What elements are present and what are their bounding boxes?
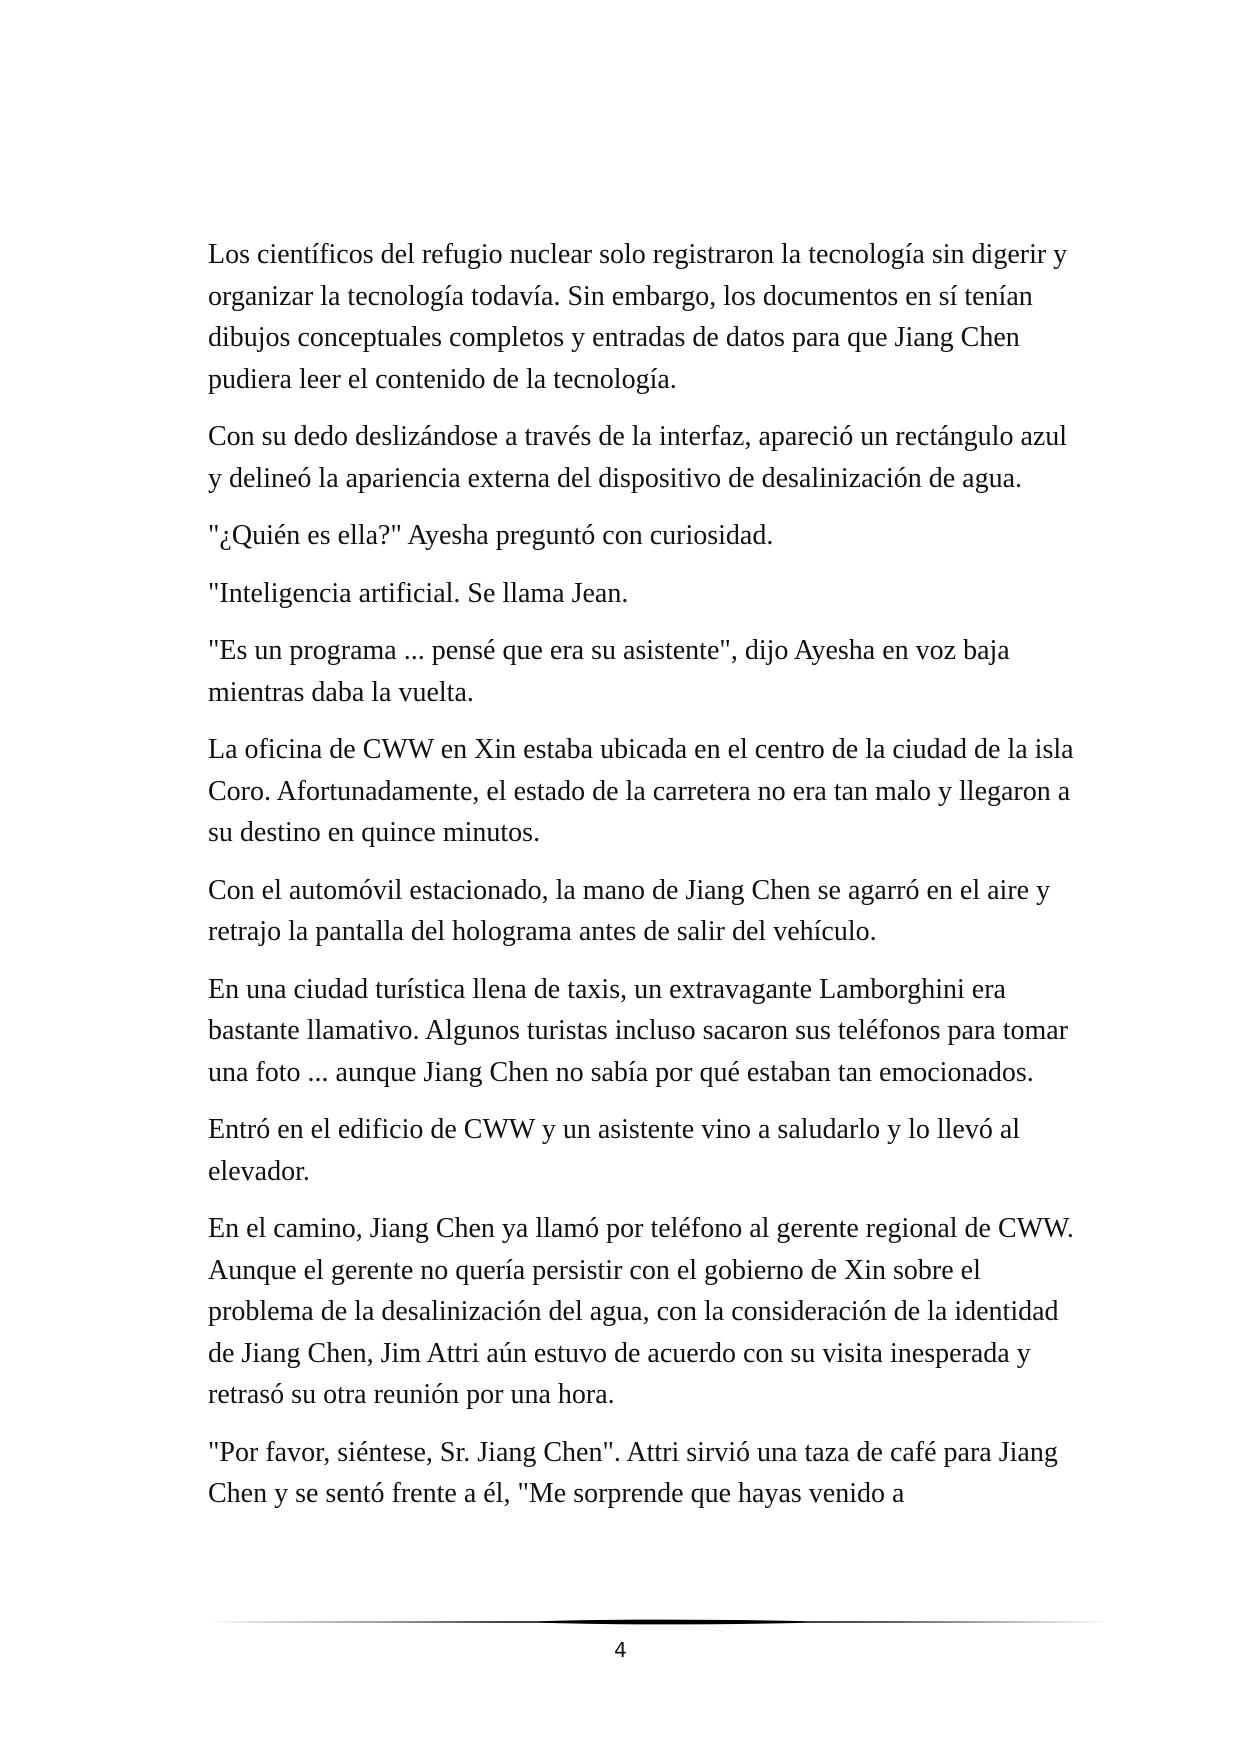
paragraph-1: Los científicos del refugio nuclear solo registraron la tecnología sin digerir y organizar la tecnología todavía. Sin embargo, los documentos en sí tenían dibujos conceptuales completos y entradas de datos para que Jiang Chen pudiera leer el contenido de la tecnología. [208, 239, 1068, 395]
paragraph-3: "¿Quién es ella?" Ayesha preguntó con curiosidad. [208, 520, 774, 551]
paragraph-6: La oficina de CWW en Xin estaba ubicada en el centro de la ciudad de la isla Coro. Afortunadamente, el estado de la carretera no era tan malo y llegaron a su destino en quince minutos. [208, 734, 1074, 848]
page-body [208, 234, 1076, 1531]
paragraph-7: Con el automóvil estacionado, la mano de Jiang Chen se agarró en el aire y retrajo la pantalla del holograma antes de salir del vehículo. [208, 874, 1051, 947]
footer-divider [208, 1615, 1110, 1629]
paragraph-9: Entró en el edificio de CWW y un asistente vino a saludarlo y lo llevó al elevador. [208, 1114, 1021, 1187]
paragraph-8: En una ciudad turística llena de taxis, un extravagante Lamborghini era bastante llamativo. Algunos turistas incluso sacaron sus teléfonos para tomar una foto ... aunque Jiang Chen no sabía por qué estaban tan emocionados. [208, 973, 1069, 1088]
paragraph-2: Con su dedo deslizándose a través de la interfaz, apareció un rectángulo azul y delineó la apariencia externa del dispositivo de desalinización de agua. [208, 421, 1068, 494]
paragraph-11: "Por favor, siéntese, Sr. Jiang Chen". Attri sirvió una taza de café para Jiang Chen y se sentó frente a él, "Me sorprende que hayas venido a [208, 1436, 1058, 1509]
paragraph-10: En el camino, Jiang Chen ya llamó por teléfono al gerente regional de CWW. Aunque el gerente no quería persistir con el gobierno de Xin sobre el problema de la desalinización del agua, con la consideración de la identidad de Jiang Chen, Jim Attri aún estuvo de acuerdo con su visita inesperada y retrasó su otra reunión por una hora. [208, 1213, 1074, 1410]
paragraph-4: "Inteligencia artificial. Se llama Jean. [208, 577, 629, 609]
page-number: 4 [614, 1638, 627, 1662]
paragraph-5: "Es un programa ... pensé que era su asistente", dijo Ayesha en voz baja mientras daba la vuelta. [208, 635, 1010, 708]
